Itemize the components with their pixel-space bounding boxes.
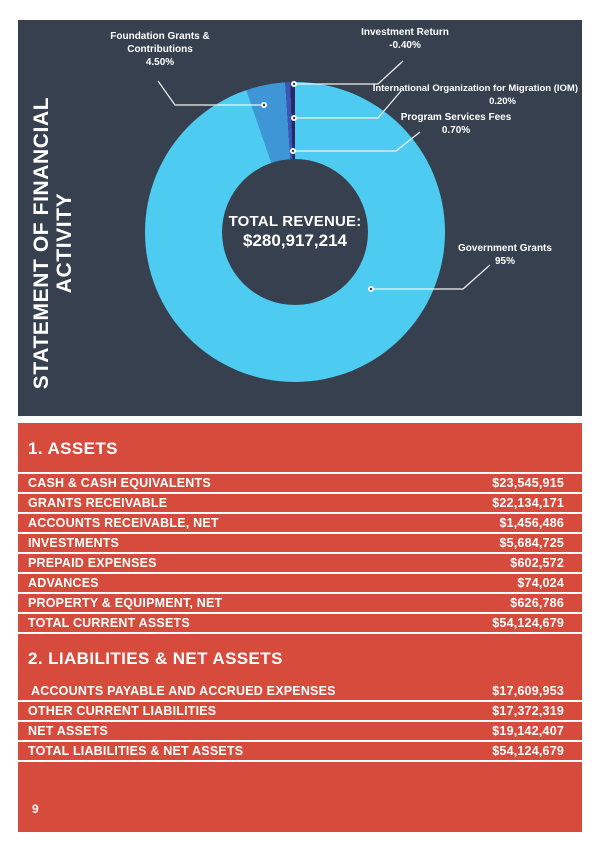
label-foundation-line2: Contributions (127, 44, 193, 55)
row-label: ACCOUNTS PAYABLE AND ACCRUED EXPENSES (31, 684, 336, 698)
row-label: PREPAID EXPENSES (28, 556, 157, 570)
label-investment-pct: -0.40% (389, 40, 421, 51)
assets-table (18, 472, 582, 634)
label-program-line1: Program Services Fees (400, 112, 512, 123)
label-program-services-fees (391, 111, 521, 137)
label-investment-return (340, 26, 470, 52)
label-government-line1: Government Grants (458, 243, 552, 254)
row-label: NET ASSETS (28, 724, 109, 738)
table-row (18, 702, 582, 722)
label-iom-line1: International Organization for Migration (IOM) (372, 83, 578, 94)
label-government-pct: 95% (494, 256, 515, 267)
table-row (18, 722, 582, 742)
row-value: $17,372,319 (492, 704, 564, 718)
row-value: $23,545,915 (492, 476, 564, 490)
table-row (18, 514, 582, 534)
row-label: OTHER CURRENT LIABILITIES (28, 704, 217, 718)
row-value: $74,024 (517, 576, 564, 590)
label-foundation-grants (80, 30, 240, 69)
financial-activity-panel (18, 20, 582, 416)
row-label: ADVANCES (28, 576, 99, 590)
row-label: ACCOUNTS RECEIVABLE, NET (28, 516, 219, 530)
donut-hole (222, 159, 368, 305)
row-value: $626,786 (510, 596, 564, 610)
label-investment-line1: Investment Return (361, 27, 449, 38)
row-label: TOTAL CURRENT ASSETS (28, 616, 190, 630)
row-value: $54,124,679 (492, 744, 564, 758)
row-label: CASH & CASH EQUIVALENTS (28, 476, 211, 490)
row-value: $5,684,725 (499, 536, 564, 550)
page-title-line2: ACTIVITY (53, 192, 76, 294)
row-value: $1,456,486 (499, 516, 564, 530)
table-row (18, 682, 582, 702)
row-value: $54,124,679 (492, 616, 564, 630)
page-number: 9 (32, 802, 39, 816)
balance-sheet-panel (18, 423, 582, 832)
table-row (18, 474, 582, 494)
table-row (18, 534, 582, 554)
total-revenue-value: $280,917,214 (243, 231, 347, 250)
table-row (18, 554, 582, 574)
label-program-pct: 0.70% (441, 125, 471, 136)
row-value: $602,572 (510, 556, 564, 570)
table-row (18, 494, 582, 514)
table-row (18, 574, 582, 594)
row-label: PROPERTY & EQUIPMENT, NET (28, 596, 223, 610)
row-value: $22,134,171 (492, 496, 564, 510)
liabilities-section-heading: 2. LIABILITIES & NET ASSETS (28, 649, 283, 668)
table-row-total (18, 742, 582, 762)
row-label: INVESTMENTS (28, 536, 120, 550)
page-title (30, 93, 78, 393)
total-revenue-label: TOTAL REVENUE: (228, 213, 362, 230)
page-title-line1: STATEMENT OF FINANCIAL (30, 96, 53, 390)
label-iom (298, 82, 578, 108)
row-label: GRANTS RECEIVABLE (28, 496, 168, 510)
label-iom-pct: 0.20% (489, 96, 516, 107)
row-label: TOTAL LIABILITIES & NET ASSETS (28, 744, 244, 758)
label-government-grants (445, 242, 565, 268)
row-value: $17,609,953 (492, 684, 564, 698)
table-row (18, 594, 582, 614)
row-value: $19,142,407 (492, 724, 564, 738)
liabilities-table (18, 682, 582, 762)
label-foundation-pct: 4.50% (145, 57, 175, 68)
label-foundation-line1: Foundation Grants & (110, 31, 210, 42)
assets-section-heading: 1. ASSETS (28, 439, 118, 458)
table-row-total (18, 614, 582, 634)
